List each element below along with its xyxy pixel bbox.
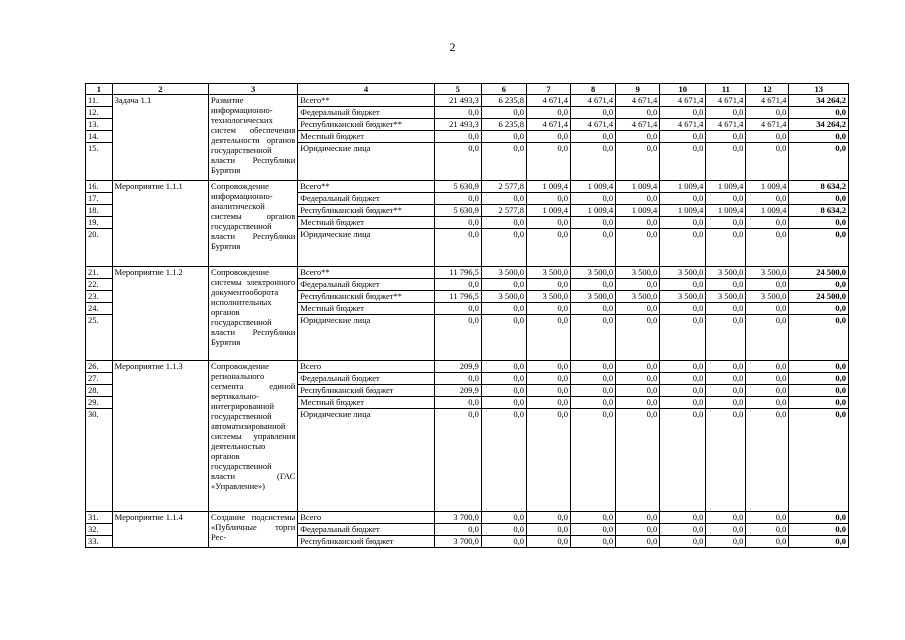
- year-value: 0,0: [571, 229, 616, 267]
- year-value: 0,0: [706, 193, 746, 205]
- year-value: 2 577,8: [481, 205, 526, 217]
- year-value: 3 500,0: [746, 291, 789, 303]
- year-value: 0,0: [434, 143, 481, 181]
- year-value: 0,0: [481, 512, 526, 524]
- year-value: 0,0: [660, 385, 706, 397]
- year-value: 0,0: [481, 229, 526, 267]
- year-value: 5 630,9: [434, 181, 481, 193]
- year-value: 0,0: [660, 536, 706, 548]
- year-value: 3 500,0: [571, 291, 616, 303]
- year-value: 0,0: [746, 193, 789, 205]
- year-value: 0,0: [571, 217, 616, 229]
- year-value: 0,0: [481, 373, 526, 385]
- year-value: 3 700,0: [434, 536, 481, 548]
- year-value: 4 671,4: [571, 119, 616, 131]
- year-value: 6 235,8: [481, 119, 526, 131]
- year-value: 0,0: [434, 279, 481, 291]
- task-name: Мероприятие 1.1.3: [112, 361, 208, 512]
- task-name: Мероприятие 1.1.1: [112, 181, 208, 267]
- row-index: 32.: [86, 524, 113, 536]
- year-value: 4 671,4: [660, 119, 706, 131]
- year-value: 0,0: [746, 217, 789, 229]
- year-value: 3 500,0: [571, 267, 616, 279]
- year-value: 0,0: [706, 373, 746, 385]
- row-index: 27.: [86, 373, 113, 385]
- row-index: 23.: [86, 291, 113, 303]
- year-value: 0,0: [660, 409, 706, 512]
- task-name: Задача 1.1: [112, 95, 208, 181]
- year-value: 0,0: [526, 361, 570, 373]
- column-header: 4: [298, 84, 434, 95]
- year-value: 0,0: [616, 373, 660, 385]
- header-row: [86, 84, 849, 95]
- total-value: 0,0: [789, 229, 849, 267]
- column-header: 5: [434, 84, 481, 95]
- year-value: 1 009,4: [706, 181, 746, 193]
- funding-source: Юридические лица: [298, 229, 434, 267]
- funding-source: Всего**: [298, 181, 434, 193]
- year-value: 1 009,4: [616, 205, 660, 217]
- year-value: 4 671,4: [746, 95, 789, 107]
- year-value: 0,0: [526, 373, 570, 385]
- year-value: 0,0: [481, 315, 526, 361]
- year-value: 0,0: [706, 524, 746, 536]
- year-value: 0,0: [746, 373, 789, 385]
- year-value: 1 009,4: [660, 181, 706, 193]
- total-value: 0,0: [789, 193, 849, 205]
- year-value: 21 493,3: [434, 95, 481, 107]
- year-value: 0,0: [746, 409, 789, 512]
- row-index: 15.: [86, 143, 113, 181]
- year-value: 0,0: [706, 279, 746, 291]
- year-value: 3 500,0: [526, 267, 570, 279]
- table-row: [86, 361, 849, 373]
- year-value: 0,0: [746, 143, 789, 181]
- year-value: 6 235,8: [481, 95, 526, 107]
- year-value: 0,0: [434, 229, 481, 267]
- year-value: 0,0: [434, 524, 481, 536]
- total-value: 0,0: [789, 524, 849, 536]
- year-value: 0,0: [706, 385, 746, 397]
- year-value: 3 700,0: [434, 512, 481, 524]
- table-row: [86, 95, 849, 107]
- year-value: 3 500,0: [616, 267, 660, 279]
- year-value: 4 671,4: [706, 95, 746, 107]
- year-value: 4 671,4: [571, 95, 616, 107]
- year-value: 0,0: [616, 315, 660, 361]
- year-value: 0,0: [526, 385, 570, 397]
- year-value: 0,0: [481, 361, 526, 373]
- row-index: 30.: [86, 409, 113, 512]
- year-value: 0,0: [660, 512, 706, 524]
- funding-source: Местный бюджет: [298, 397, 434, 409]
- funding-source: Республиканский бюджет**: [298, 119, 434, 131]
- year-value: 0,0: [746, 279, 789, 291]
- year-value: 1 009,4: [746, 205, 789, 217]
- total-value: 24 500,0: [789, 291, 849, 303]
- year-value: 0,0: [481, 143, 526, 181]
- funding-source: Местный бюджет: [298, 131, 434, 143]
- year-value: 0,0: [434, 217, 481, 229]
- year-value: 3 500,0: [660, 267, 706, 279]
- year-value: 0,0: [571, 536, 616, 548]
- total-value: 0,0: [789, 131, 849, 143]
- year-value: 0,0: [526, 217, 570, 229]
- funding-source: Республиканский бюджет: [298, 536, 434, 548]
- row-index: 28.: [86, 385, 113, 397]
- year-value: 0,0: [660, 397, 706, 409]
- row-index: 14.: [86, 131, 113, 143]
- year-value: 0,0: [706, 131, 746, 143]
- year-value: 0,0: [526, 303, 570, 315]
- year-value: 0,0: [616, 193, 660, 205]
- year-value: 0,0: [660, 217, 706, 229]
- year-value: 0,0: [526, 315, 570, 361]
- total-value: 34 264,2: [789, 119, 849, 131]
- year-value: 11 796,5: [434, 291, 481, 303]
- total-value: 0,0: [789, 373, 849, 385]
- year-value: 0,0: [481, 524, 526, 536]
- row-index: 13.: [86, 119, 113, 131]
- year-value: 0,0: [434, 107, 481, 119]
- year-value: 0,0: [706, 217, 746, 229]
- row-index: 17.: [86, 193, 113, 205]
- year-value: 1 009,4: [571, 181, 616, 193]
- row-index: 20.: [86, 229, 113, 267]
- year-value: 0,0: [660, 303, 706, 315]
- column-header: 7: [526, 84, 570, 95]
- year-value: 0,0: [706, 143, 746, 181]
- year-value: 1 009,4: [526, 181, 570, 193]
- year-value: 0,0: [616, 303, 660, 315]
- year-value: 1 009,4: [706, 205, 746, 217]
- year-value: 2 577,8: [481, 181, 526, 193]
- year-value: 0,0: [481, 409, 526, 512]
- funding-source: Всего**: [298, 95, 434, 107]
- column-header: 6: [481, 84, 526, 95]
- year-value: 0,0: [526, 229, 570, 267]
- year-value: 0,0: [706, 512, 746, 524]
- year-value: 0,0: [571, 193, 616, 205]
- funding-source: Федеральный бюджет: [298, 524, 434, 536]
- year-value: 0,0: [481, 397, 526, 409]
- row-index: 25.: [86, 315, 113, 361]
- year-value: 0,0: [434, 397, 481, 409]
- year-value: 0,0: [571, 524, 616, 536]
- year-value: 0,0: [571, 385, 616, 397]
- row-index: 29.: [86, 397, 113, 409]
- year-value: 0,0: [526, 397, 570, 409]
- year-value: 0,0: [616, 397, 660, 409]
- budget-table: [85, 83, 849, 548]
- column-header: 11: [706, 84, 746, 95]
- total-value: 0,0: [789, 315, 849, 361]
- column-header: 3: [209, 84, 298, 95]
- year-value: 0,0: [526, 279, 570, 291]
- year-value: 0,0: [526, 131, 570, 143]
- row-index: 22.: [86, 279, 113, 291]
- year-value: 0,0: [526, 409, 570, 512]
- year-value: 0,0: [526, 512, 570, 524]
- task-description: Развитие информационно-технологических систем обеспечения деятельности органов государственной власти Республики Бурятия: [209, 95, 298, 181]
- year-value: 1 009,4: [526, 205, 570, 217]
- year-value: 0,0: [660, 315, 706, 361]
- year-value: 0,0: [746, 315, 789, 361]
- year-value: 0,0: [434, 193, 481, 205]
- year-value: 0,0: [746, 229, 789, 267]
- year-value: 0,0: [434, 409, 481, 512]
- year-value: 0,0: [481, 385, 526, 397]
- funding-source: Юридические лица: [298, 409, 434, 512]
- row-index: 26.: [86, 361, 113, 373]
- year-value: 0,0: [660, 373, 706, 385]
- year-value: 0,0: [481, 193, 526, 205]
- year-value: 0,0: [746, 385, 789, 397]
- year-value: 0,0: [660, 193, 706, 205]
- row-index: 19.: [86, 217, 113, 229]
- table-row: [86, 181, 849, 193]
- year-value: 0,0: [434, 373, 481, 385]
- funding-source: Всего: [298, 512, 434, 524]
- year-value: 0,0: [746, 303, 789, 315]
- year-value: 0,0: [660, 229, 706, 267]
- funding-source: Федеральный бюджет: [298, 193, 434, 205]
- year-value: 0,0: [616, 524, 660, 536]
- row-index: 12.: [86, 107, 113, 119]
- year-value: 0,0: [660, 524, 706, 536]
- year-value: 0,0: [616, 512, 660, 524]
- funding-source: Юридические лица: [298, 143, 434, 181]
- year-value: 3 500,0: [481, 267, 526, 279]
- row-index: 31.: [86, 512, 113, 524]
- year-value: 209,9: [434, 361, 481, 373]
- year-value: 3 500,0: [660, 291, 706, 303]
- year-value: 0,0: [571, 143, 616, 181]
- year-value: 209,9: [434, 385, 481, 397]
- year-value: 0,0: [616, 385, 660, 397]
- task-description: Создание подсистемы «Публичные торги Рес-: [209, 512, 298, 548]
- year-value: 0,0: [706, 536, 746, 548]
- year-value: 3 500,0: [481, 291, 526, 303]
- year-value: 0,0: [660, 143, 706, 181]
- row-index: 24.: [86, 303, 113, 315]
- total-value: 0,0: [789, 279, 849, 291]
- table-row: [86, 267, 849, 279]
- year-value: 0,0: [706, 107, 746, 119]
- funding-source: Местный бюджет: [298, 303, 434, 315]
- year-value: 0,0: [571, 131, 616, 143]
- year-value: 0,0: [660, 279, 706, 291]
- column-header: 2: [112, 84, 208, 95]
- year-value: 4 671,4: [616, 119, 660, 131]
- total-value: 24 500,0: [789, 267, 849, 279]
- year-value: 0,0: [616, 107, 660, 119]
- page-number: 2: [449, 40, 456, 54]
- task-name: Мероприятие 1.1.4: [112, 512, 208, 548]
- column-header: 9: [616, 84, 660, 95]
- row-index: 33.: [86, 536, 113, 548]
- funding-source: Федеральный бюджет: [298, 107, 434, 119]
- funding-source: Республиканский бюджет: [298, 385, 434, 397]
- year-value: 0,0: [481, 279, 526, 291]
- funding-source: Всего**: [298, 267, 434, 279]
- year-value: 0,0: [616, 279, 660, 291]
- funding-source: Всего: [298, 361, 434, 373]
- year-value: 0,0: [571, 303, 616, 315]
- year-value: 0,0: [571, 373, 616, 385]
- year-value: 1 009,4: [571, 205, 616, 217]
- year-value: 3 500,0: [706, 291, 746, 303]
- task-name: Мероприятие 1.1.2: [112, 267, 208, 361]
- year-value: 0,0: [746, 512, 789, 524]
- table-row: [86, 512, 849, 524]
- year-value: 0,0: [746, 524, 789, 536]
- year-value: 0,0: [481, 107, 526, 119]
- year-value: 0,0: [481, 303, 526, 315]
- year-value: 1 009,4: [746, 181, 789, 193]
- year-value: 4 671,4: [746, 119, 789, 131]
- year-value: 0,0: [616, 361, 660, 373]
- total-value: 0,0: [789, 409, 849, 512]
- year-value: 0,0: [571, 279, 616, 291]
- year-value: 0,0: [706, 409, 746, 512]
- year-value: 11 796,5: [434, 267, 481, 279]
- total-value: 0,0: [789, 397, 849, 409]
- year-value: 4 671,4: [706, 119, 746, 131]
- funding-source: Юридические лица: [298, 315, 434, 361]
- row-index: 18.: [86, 205, 113, 217]
- year-value: 0,0: [571, 361, 616, 373]
- year-value: 0,0: [571, 315, 616, 361]
- year-value: 0,0: [616, 143, 660, 181]
- year-value: 0,0: [434, 315, 481, 361]
- column-header: 12: [746, 84, 789, 95]
- year-value: 0,0: [616, 229, 660, 267]
- funding-source: Местный бюджет: [298, 217, 434, 229]
- year-value: 4 671,4: [616, 95, 660, 107]
- year-value: 3 500,0: [706, 267, 746, 279]
- year-value: 0,0: [706, 315, 746, 361]
- year-value: 1 009,4: [616, 181, 660, 193]
- year-value: 0,0: [571, 107, 616, 119]
- year-value: 0,0: [526, 536, 570, 548]
- row-index: 21.: [86, 267, 113, 279]
- funding-source: Федеральный бюджет: [298, 373, 434, 385]
- total-value: 8 634,2: [789, 181, 849, 193]
- total-value: 0,0: [789, 536, 849, 548]
- year-value: 0,0: [526, 107, 570, 119]
- column-header: 10: [660, 84, 706, 95]
- year-value: 0,0: [526, 193, 570, 205]
- total-value: 0,0: [789, 512, 849, 524]
- year-value: 0,0: [706, 397, 746, 409]
- funding-source: Федеральный бюджет: [298, 279, 434, 291]
- year-value: 0,0: [706, 229, 746, 267]
- year-value: 3 500,0: [616, 291, 660, 303]
- year-value: 0,0: [746, 107, 789, 119]
- year-value: 0,0: [481, 217, 526, 229]
- year-value: 0,0: [481, 131, 526, 143]
- year-value: 0,0: [481, 536, 526, 548]
- year-value: 0,0: [660, 131, 706, 143]
- year-value: 3 500,0: [526, 291, 570, 303]
- total-value: 8 634,2: [789, 205, 849, 217]
- year-value: 3 500,0: [746, 267, 789, 279]
- row-index: 16.: [86, 181, 113, 193]
- year-value: 0,0: [706, 303, 746, 315]
- year-value: 1 009,4: [660, 205, 706, 217]
- year-value: 0,0: [746, 536, 789, 548]
- year-value: 0,0: [526, 524, 570, 536]
- column-header: 8: [571, 84, 616, 95]
- year-value: 0,0: [616, 217, 660, 229]
- task-description: Сопровождение регионального сегмента единой вертикально-интегрированной государственной автоматизированной системы управления деятельностью органов государственной власти (ГАС «Управление»): [209, 361, 298, 512]
- total-value: 0,0: [789, 361, 849, 373]
- column-header: 13: [789, 84, 849, 95]
- year-value: 0,0: [571, 409, 616, 512]
- year-value: 0,0: [746, 361, 789, 373]
- total-value: 0,0: [789, 143, 849, 181]
- total-value: 0,0: [789, 217, 849, 229]
- year-value: 0,0: [616, 131, 660, 143]
- total-value: 34 264,2: [789, 95, 849, 107]
- total-value: 0,0: [789, 385, 849, 397]
- year-value: 0,0: [571, 512, 616, 524]
- year-value: 21 493,3: [434, 119, 481, 131]
- year-value: 0,0: [526, 143, 570, 181]
- task-description: Сопровождение информационно-аналитической системы органов государственной власти Республики Бурятия: [209, 181, 298, 267]
- year-value: 0,0: [746, 397, 789, 409]
- year-value: 4 671,4: [526, 95, 570, 107]
- year-value: 0,0: [434, 131, 481, 143]
- year-value: 4 671,4: [526, 119, 570, 131]
- total-value: 0,0: [789, 107, 849, 119]
- funding-source: Республиканский бюджет**: [298, 291, 434, 303]
- total-value: 0,0: [789, 303, 849, 315]
- year-value: 0,0: [746, 131, 789, 143]
- year-value: 0,0: [660, 107, 706, 119]
- year-value: 5 630,9: [434, 205, 481, 217]
- row-index: 11.: [86, 95, 113, 107]
- column-header: 1: [86, 84, 113, 95]
- year-value: 0,0: [571, 397, 616, 409]
- year-value: 0,0: [706, 361, 746, 373]
- task-description: Сопровождение системы электронного документооборота исполнительных органов государственной власти Республики Бурятия: [209, 267, 298, 361]
- year-value: 4 671,4: [660, 95, 706, 107]
- funding-source: Республиканский бюджет**: [298, 205, 434, 217]
- year-value: 0,0: [434, 303, 481, 315]
- year-value: 0,0: [660, 361, 706, 373]
- year-value: 0,0: [616, 409, 660, 512]
- year-value: 0,0: [616, 536, 660, 548]
